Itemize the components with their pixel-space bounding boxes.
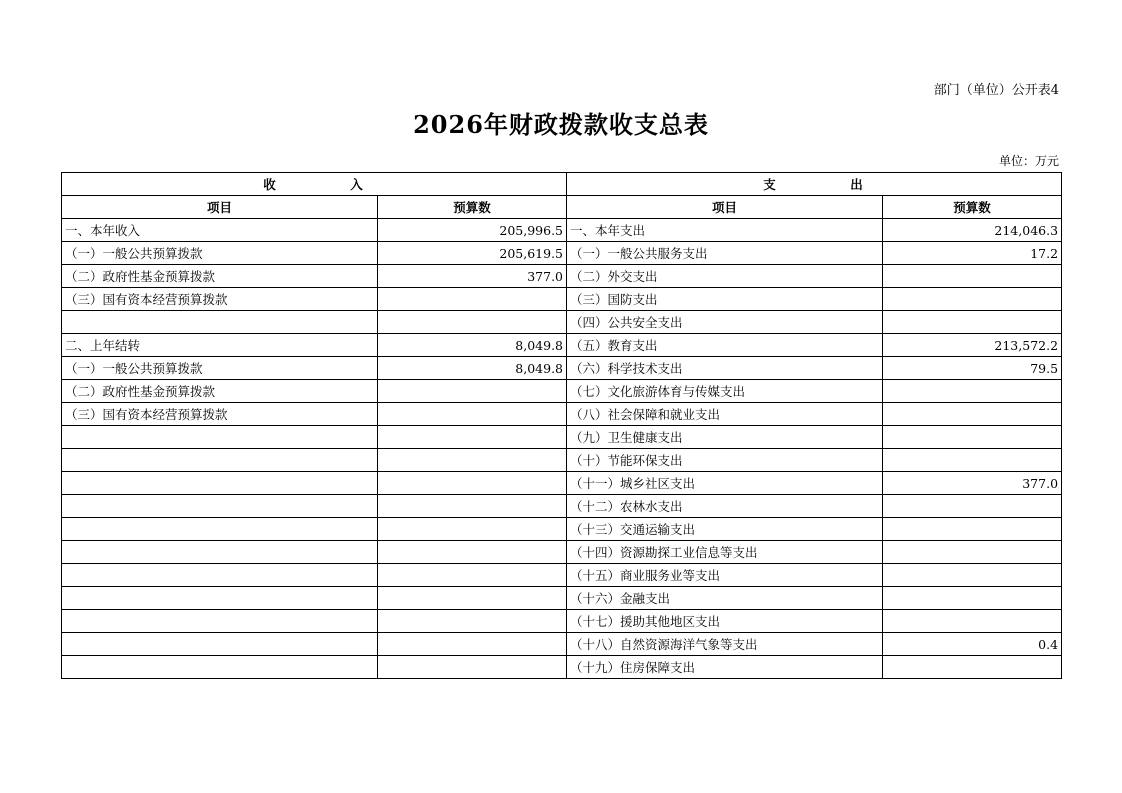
page-title: 2026年财政拨款收支总表 bbox=[413, 110, 709, 139]
income-item-cell: （一）一般公共预算拨款 bbox=[62, 242, 378, 265]
income-amount-cell bbox=[378, 610, 567, 633]
expense-item-cell: （七）文化旅游体育与传媒支出 bbox=[567, 380, 883, 403]
expense-amount-cell: 79.5 bbox=[883, 357, 1062, 380]
income-item-cell: （二）政府性基金预算拨款 bbox=[62, 265, 378, 288]
expense-item-cell: （一）一般公共服务支出 bbox=[567, 242, 883, 265]
expense-item-cell: （十五）商业服务业等支出 bbox=[567, 564, 883, 587]
income-item-cell bbox=[62, 495, 378, 518]
income-amount-cell bbox=[378, 288, 567, 311]
expense-amount-cell bbox=[883, 449, 1062, 472]
expense-item-cell: （二）外交支出 bbox=[567, 265, 883, 288]
expense-item-cell: （四）公共安全支出 bbox=[567, 311, 883, 334]
table-row bbox=[62, 541, 1062, 564]
expense-item-cell: （五）教育支出 bbox=[567, 334, 883, 357]
table-row bbox=[62, 656, 1062, 679]
income-amount-cell bbox=[378, 587, 567, 610]
expense-item-cell: （九）卫生健康支出 bbox=[567, 426, 883, 449]
expense-section-header: 支 出 bbox=[567, 173, 1062, 196]
expense-item-cell: （十一）城乡社区支出 bbox=[567, 472, 883, 495]
income-item-cell bbox=[62, 472, 378, 495]
table-row bbox=[62, 495, 1062, 518]
expense-amount-cell bbox=[883, 426, 1062, 449]
table-row bbox=[62, 403, 1062, 426]
expense-amount-cell bbox=[883, 495, 1062, 518]
income-item-cell bbox=[62, 564, 378, 587]
table-row bbox=[62, 265, 1062, 288]
unit-label: 单位：万元 bbox=[998, 154, 1059, 168]
expense-item-cell: （十四）资源勘探工业信息等支出 bbox=[567, 541, 883, 564]
expense-amount-cell bbox=[883, 541, 1062, 564]
table-row bbox=[62, 219, 1062, 242]
income-amount-cell: 8,049.8 bbox=[378, 357, 567, 380]
income-item-cell bbox=[62, 610, 378, 633]
expense-item-cell: （十八）自然资源海洋气象等支出 bbox=[567, 633, 883, 656]
income-amount-cell: 205,619.5 bbox=[378, 242, 567, 265]
income-amount-cell bbox=[378, 403, 567, 426]
expense-amount-cell: 213,572.2 bbox=[883, 334, 1062, 357]
expense-amount-cell bbox=[883, 288, 1062, 311]
expense-amount-cell bbox=[883, 610, 1062, 633]
income-item-cell bbox=[62, 633, 378, 656]
expense-item-cell: （六）科学技术支出 bbox=[567, 357, 883, 380]
table-row bbox=[62, 380, 1062, 403]
expense-amount-cell: 17.2 bbox=[883, 242, 1062, 265]
income-item-cell bbox=[62, 518, 378, 541]
table-row bbox=[62, 311, 1062, 334]
expense-amount-cell: 214,046.3 bbox=[883, 219, 1062, 242]
table-row bbox=[62, 242, 1062, 265]
income-item-cell bbox=[62, 656, 378, 679]
table-row bbox=[62, 633, 1062, 656]
income-amount-cell bbox=[378, 495, 567, 518]
expense-amount-cell bbox=[883, 403, 1062, 426]
table-row bbox=[62, 564, 1062, 587]
income-amount-cell bbox=[378, 541, 567, 564]
table-row bbox=[62, 518, 1062, 541]
expense-item-cell: （十七）援助其他地区支出 bbox=[567, 610, 883, 633]
income-item-cell bbox=[62, 587, 378, 610]
income-item-cell bbox=[62, 449, 378, 472]
income-item-cell: 一、本年收入 bbox=[62, 219, 378, 242]
expense-budget-column-header: 预算数 bbox=[883, 196, 1062, 219]
budget-summary-table bbox=[61, 172, 1062, 679]
table-row bbox=[62, 288, 1062, 311]
income-item-cell: （三）国有资本经营预算拨款 bbox=[62, 403, 378, 426]
table-number-label: 部门（单位）公开表4 bbox=[933, 83, 1059, 98]
income-item-cell: （一）一般公共预算拨款 bbox=[62, 357, 378, 380]
income-item-cell: 二、上年结转 bbox=[62, 334, 378, 357]
expense-amount-cell bbox=[883, 311, 1062, 334]
expense-item-cell: （十六）金融支出 bbox=[567, 587, 883, 610]
expense-item-column-header: 项目 bbox=[567, 196, 883, 219]
income-amount-cell bbox=[378, 564, 567, 587]
expense-amount-cell bbox=[883, 380, 1062, 403]
income-item-cell bbox=[62, 541, 378, 564]
income-amount-cell: 8,049.8 bbox=[378, 334, 567, 357]
table-row bbox=[62, 610, 1062, 633]
income-item-cell: （三）国有资本经营预算拨款 bbox=[62, 288, 378, 311]
income-amount-cell bbox=[378, 518, 567, 541]
expense-amount-cell: 377.0 bbox=[883, 472, 1062, 495]
income-item-cell: （二）政府性基金预算拨款 bbox=[62, 380, 378, 403]
income-amount-cell bbox=[378, 633, 567, 656]
table-row bbox=[62, 426, 1062, 449]
expense-item-cell: （十三）交通运输支出 bbox=[567, 518, 883, 541]
income-item-column-header: 项目 bbox=[62, 196, 378, 219]
income-amount-cell bbox=[378, 449, 567, 472]
expense-item-cell: （十二）农林水支出 bbox=[567, 495, 883, 518]
income-amount-cell: 205,996.5 bbox=[378, 219, 567, 242]
table-row bbox=[62, 357, 1062, 380]
expense-amount-cell bbox=[883, 656, 1062, 679]
expense-item-cell: 一、本年支出 bbox=[567, 219, 883, 242]
table-row bbox=[62, 449, 1062, 472]
expense-amount-cell bbox=[883, 518, 1062, 541]
table-row bbox=[62, 587, 1062, 610]
income-amount-cell bbox=[378, 426, 567, 449]
section-header-row bbox=[62, 173, 1062, 196]
table-row bbox=[62, 472, 1062, 495]
expense-item-cell: （八）社会保障和就业支出 bbox=[567, 403, 883, 426]
income-amount-cell bbox=[378, 311, 567, 334]
table-row bbox=[62, 334, 1062, 357]
expense-item-cell: （十）节能环保支出 bbox=[567, 449, 883, 472]
expense-item-cell: （三）国防支出 bbox=[567, 288, 883, 311]
income-item-cell bbox=[62, 311, 378, 334]
expense-item-cell: （十九）住房保障支出 bbox=[567, 656, 883, 679]
income-amount-cell bbox=[378, 380, 567, 403]
income-item-cell bbox=[62, 426, 378, 449]
column-header-row bbox=[62, 196, 1062, 219]
income-amount-cell bbox=[378, 472, 567, 495]
expense-amount-cell: 0.4 bbox=[883, 633, 1062, 656]
income-amount-cell: 377.0 bbox=[378, 265, 567, 288]
expense-amount-cell bbox=[883, 265, 1062, 288]
expense-amount-cell bbox=[883, 587, 1062, 610]
expense-amount-cell bbox=[883, 564, 1062, 587]
income-amount-cell bbox=[378, 656, 567, 679]
income-section-header: 收 入 bbox=[62, 173, 567, 196]
income-budget-column-header: 预算数 bbox=[378, 196, 567, 219]
